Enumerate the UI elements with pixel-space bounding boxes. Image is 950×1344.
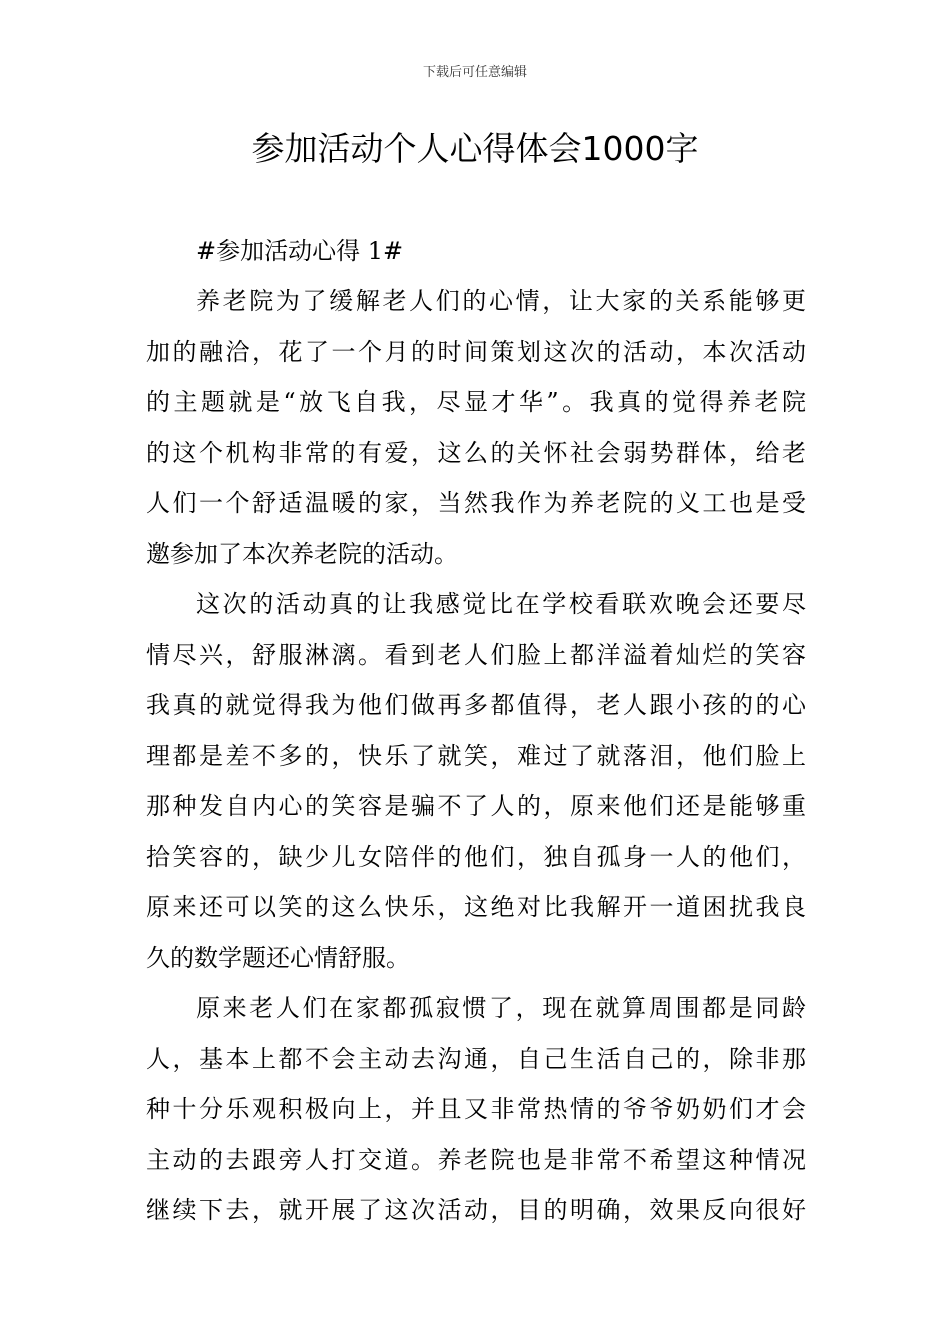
text-line: 的这个机构非常的有爱，这么的关怀社会弱势群体，给老 [146, 438, 806, 467]
text-line: 原来老人们在家都孤寂惯了，现在就算周围都是同龄 [196, 994, 806, 1022]
text-line: 养老院为了缓解老人们的心情，让大家的关系能够更 [196, 287, 806, 315]
text-line: 我真的就觉得我为他们做再多都值得，老人跟小孩的的心 [146, 691, 806, 719]
document-body [146, 226, 806, 1236]
text-line: 情尽兴，舒服淋漓。看到老人们脸上都洋溢着灿烂的笑容 [146, 640, 806, 669]
text-line: 加的融洽，花了一个月的时间策划这次的活动，本次活动 [146, 337, 806, 366]
text-line: 主动的去跟旁人打交道。养老院也是非常不希望这种情况 [146, 1145, 806, 1174]
paragraph-1 [146, 276, 806, 579]
paragraph-3 [146, 983, 806, 1236]
section-heading: #参加活动心得 1# [196, 237, 404, 265]
text-line: 人们一个舒适温暖的家，当然我作为养老院的义工也是受 [146, 489, 806, 517]
text-line: 这次的活动真的让我感觉比在学校看联欢晚会还要尽 [196, 590, 806, 618]
header-note: 下载后可任意编辑 [422, 65, 527, 80]
text-line: 的主题就是“放飞自我，尽显才华”。我真的觉得养老院 [146, 388, 806, 416]
text-line: 人，基本上都不会主动去沟通，自己生活自己的，除非那 [146, 1044, 806, 1073]
text-line: 拾笑容的，缺少儿女陪伴的他们，独自孤身一人的他们， [146, 842, 806, 871]
text-line: 原来还可以笑的这么快乐，这绝对比我解开一道困扰我良 [146, 893, 806, 921]
text-line: 继续下去，就开展了这次活动，目的明确，效果反向很好 [146, 1196, 806, 1224]
text-line: 久的数学题还心情舒服。 [146, 943, 410, 972]
text-line: 邀参加了本次养老院的活动。 [146, 539, 458, 568]
text-line: 那种发自内心的笑容是骗不了人的，原来他们还是能够重 [146, 792, 806, 820]
paragraph-2 [146, 579, 806, 983]
document-title: 参加活动个人心得体会1000字 [251, 129, 699, 168]
text-line: 理都是差不多的，快乐了就笑，难过了就落泪，他们脸上 [146, 741, 806, 770]
text-line: 种十分乐观积极向上，并且又非常热情的爷爷奶奶们才会 [146, 1095, 806, 1123]
